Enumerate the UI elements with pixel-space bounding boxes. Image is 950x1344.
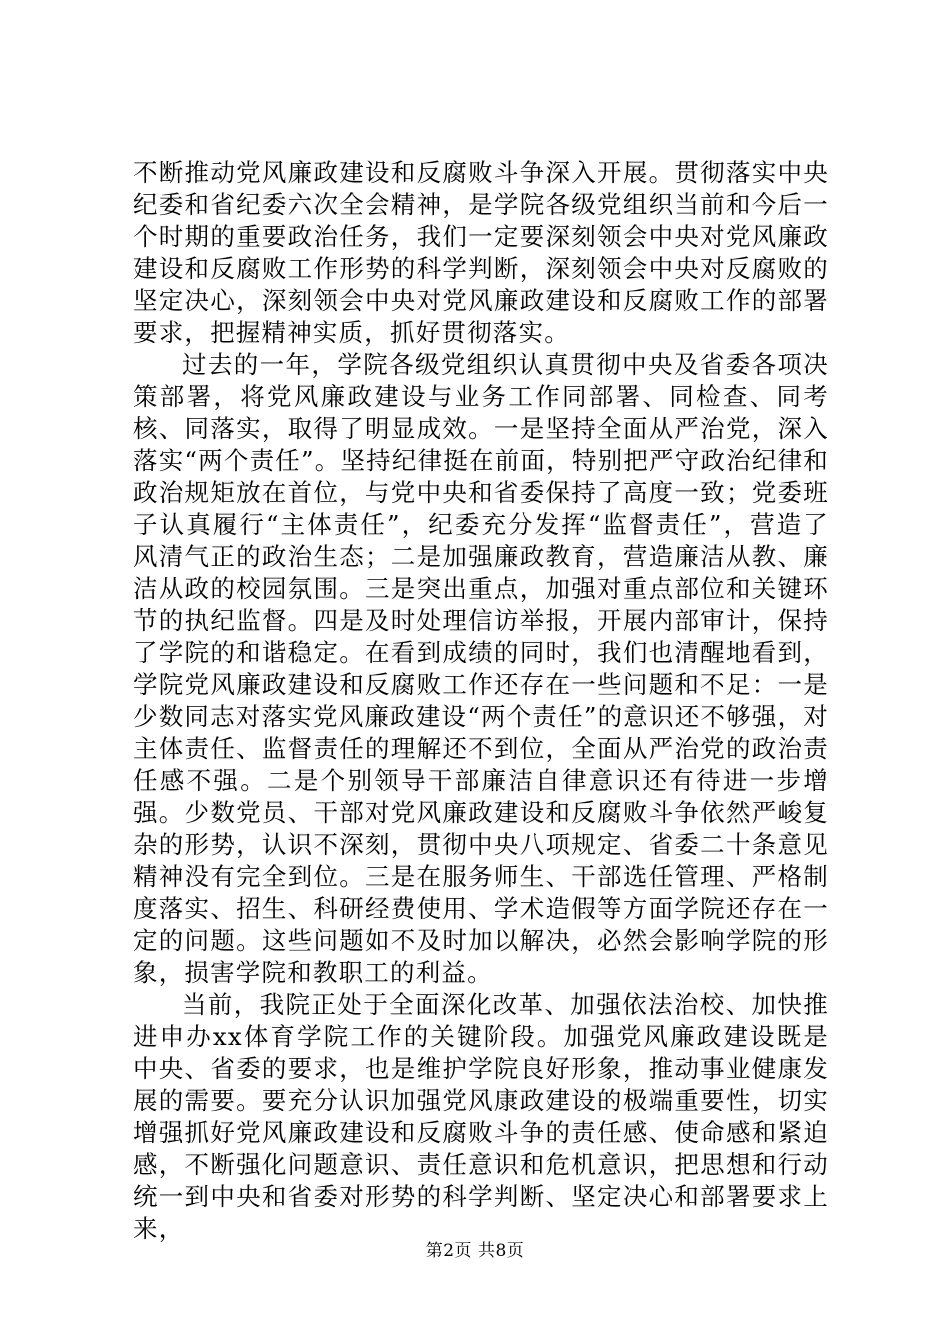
paragraph-3: 当前，我院正处于全面深化改革、加强依法治校、加快推进申办xx体育学院工作的关键阶段。加强党风廉政建设既是中央、省委的要求，也是维护学院良好形象，推动事业健康发展的需要。要充分认识加强党风康政建设的极端重要性，切实增强抓好党风廉政建设和反腐败斗争的责任感、使命感和紧迫感，不断强化问题意识、责任意识和危机意识，把思想和行动统一到中央和省委对形势的科学判断、坚定决心和部署要求上来， (133, 990, 829, 1243)
page-number: 第2页 共8页 (425, 1241, 525, 1261)
page-footer (0, 1240, 950, 1262)
paragraph-2: 过去的一年，学院各级党组织认真贯彻中央及省委各项决策部署，将党风廉政建设与业务工作同部署、同检查、同考核、同落实，取得了明显成效。一是坚持全面从严治党，深入落实“两个责任”。坚持纪律挺在前面，特别把严守政治纪律和政治规矩放在首位，与党中央和省委保持了高度一致；党委班子认真履行“主体责任”，纪委充分发挥“监督责任”，营造了风清气正的政治生态；二是加强廉政教育，营造廉洁从教、廉洁从政的校园氛围。三是突出重点，加强对重点部位和关键环节的执纪监督。四是及时处理信访举报，开展内部审计，保持了学院的和谐稳定。在看到成绩的同时，我们也清醒地看到，学院党风廉政建设和反腐败工作还存在一些问题和不足：一是少数同志对落实党风廉政建设“两个责任”的意识还不够强，对主体责任、监督责任的理解还不到位，全面从严治党的政治责任感不强。二是个别领导干部廉洁自律意识还有待进一步增强。少数党员、干部对党风廉政建设和反腐败斗争依然严峻复杂的形势，认识不深刻，贯彻中央八项规定、省委二十条意见精神没有完全到位。三是在服务师生、干部选任管理、严格制度落实、招生、科研经费使用、学术造假等方面学院还存在一定的问题。这些问题如不及时加以解决，必然会影响学院的形象，损害学院和教职工的利益。 (133, 350, 829, 987)
document-body (133, 157, 829, 1245)
paragraph-1: 不断推动党风廉政建设和反腐败斗争深入开展。贯彻落实中央纪委和省纪委六次全会精神，是学院各级党组织当前和今后一个时期的重要政治任务，我们一定要深刻领会中央对党风廉政建设和反腐败工作形势的科学判断，深刻领会中央对反腐败的坚定决心，深刻领会中央对党风廉政建设和反腐败工作的部署要求，把握精神实质，抓好贯彻落实。 (133, 158, 829, 347)
